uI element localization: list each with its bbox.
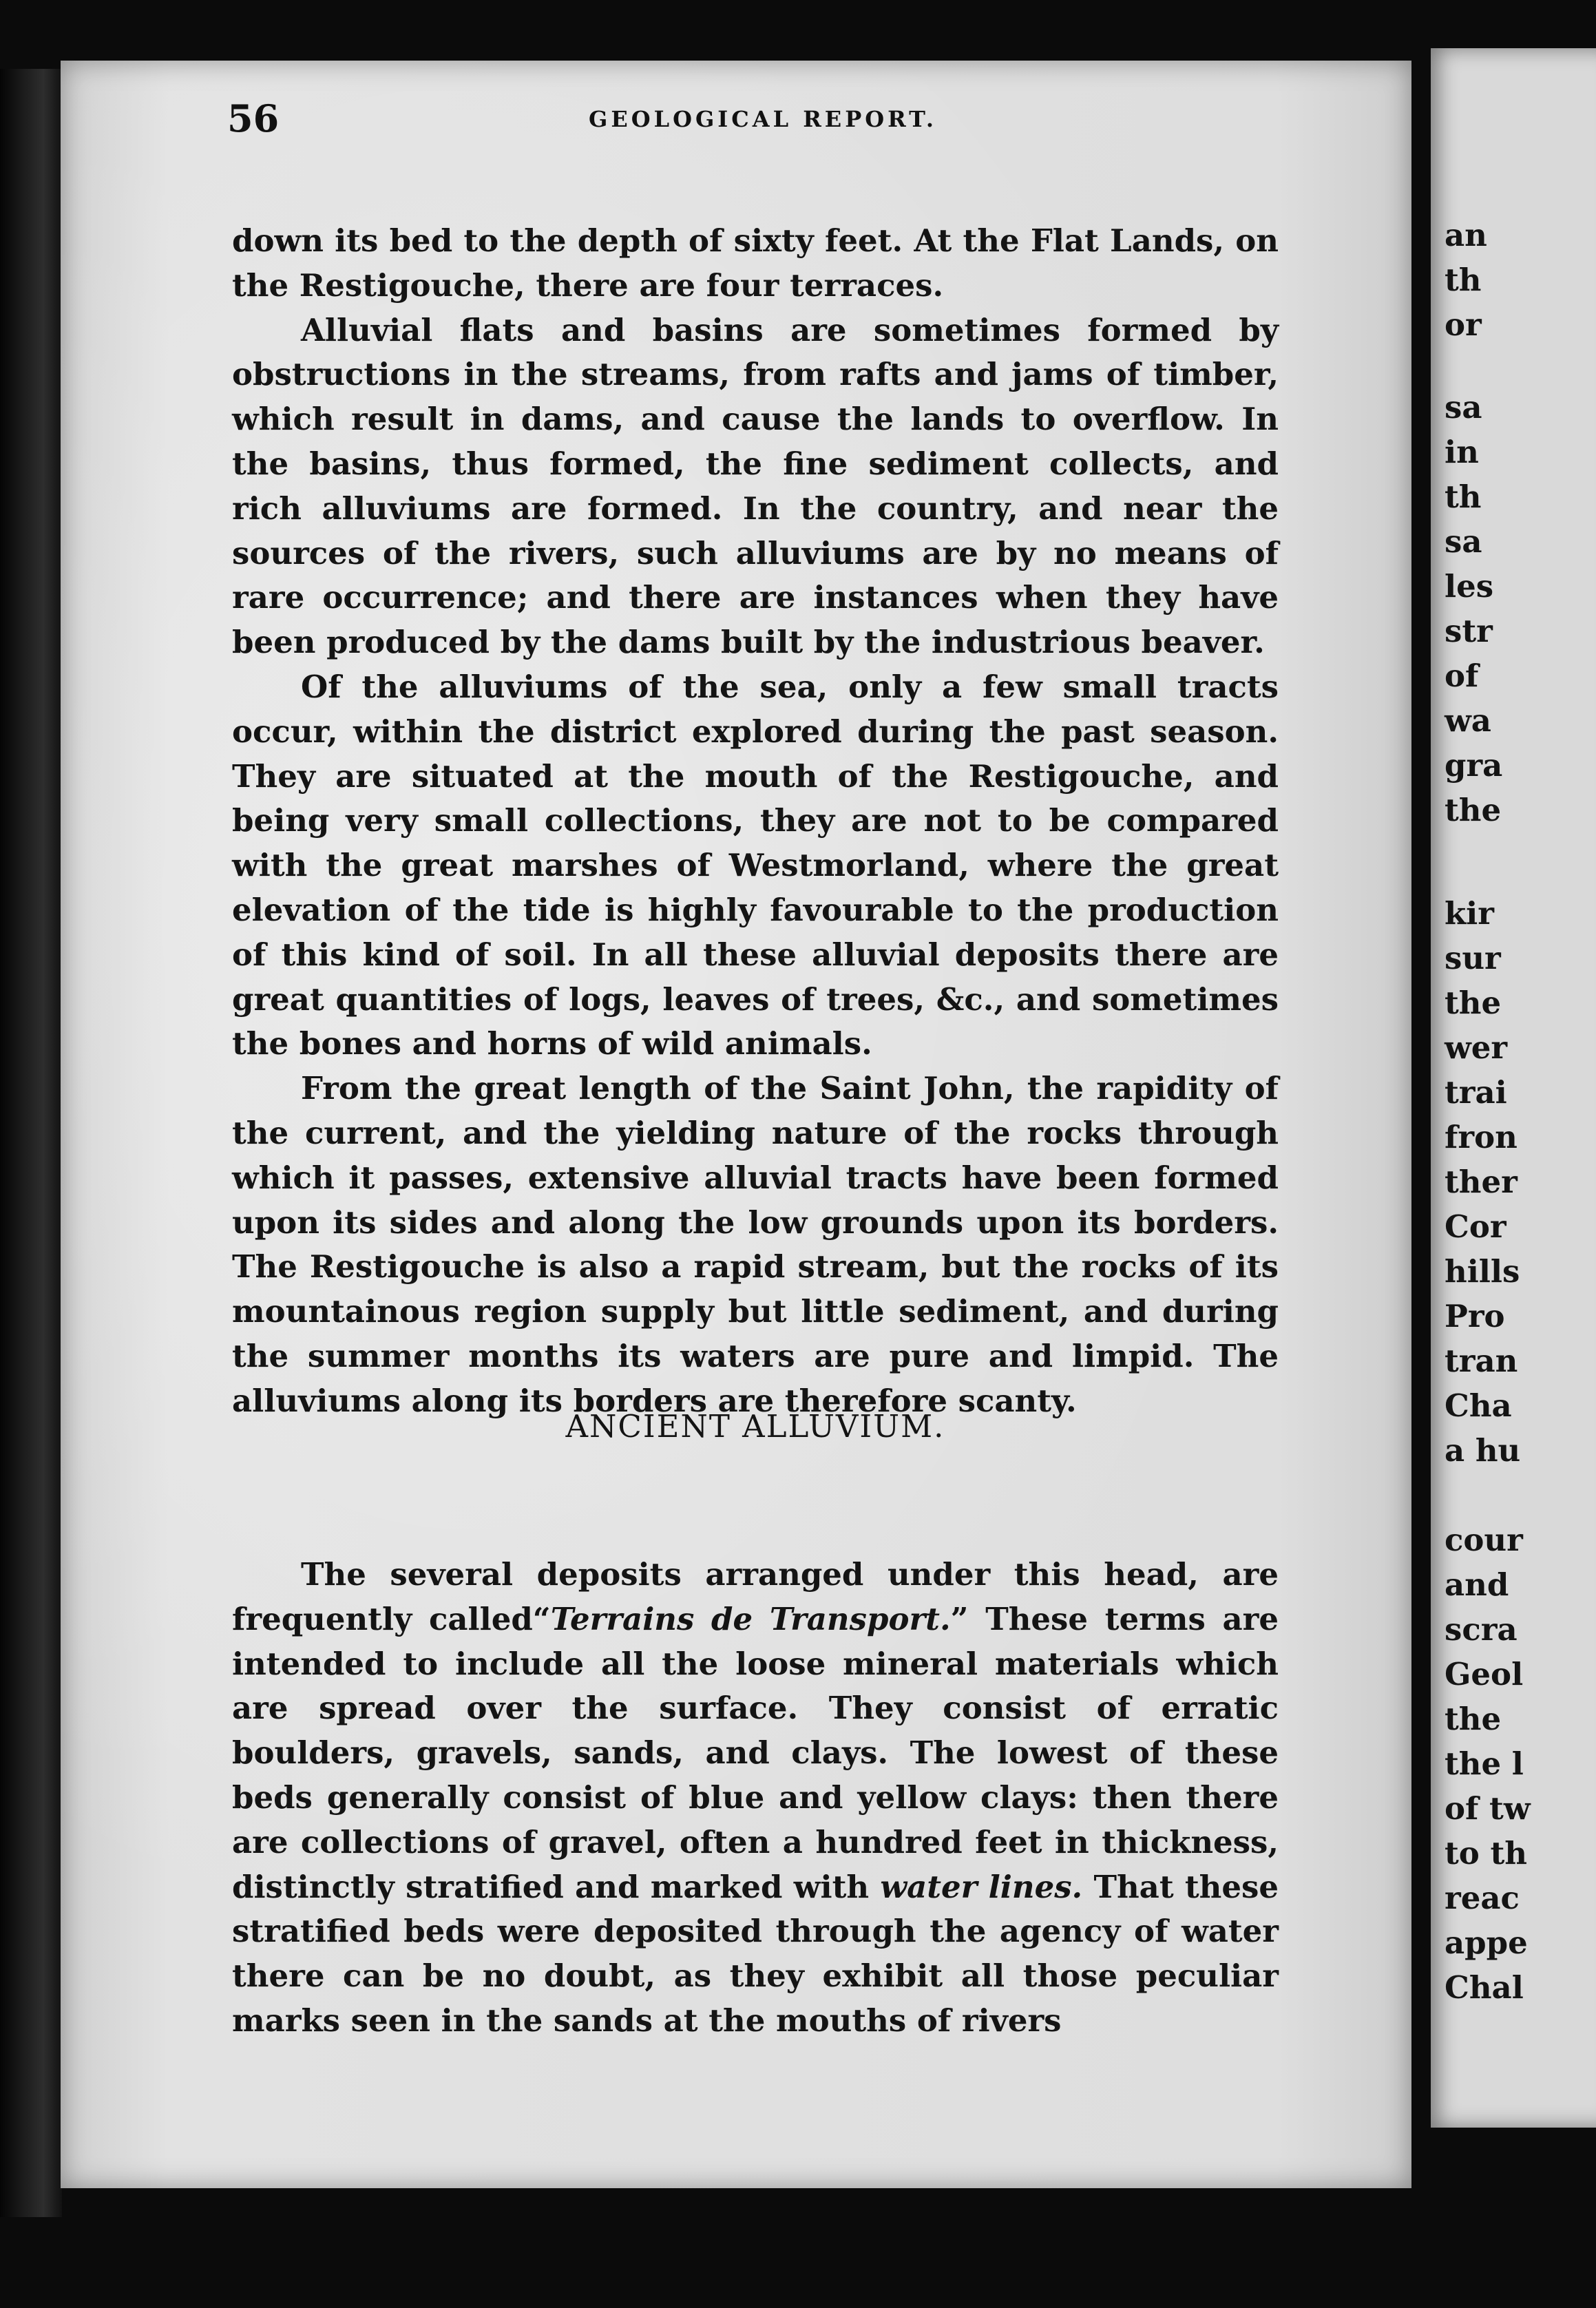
- paragraph-continuation: down its bed to the depth of sixty feet. At the Flat Lands, on the Restigouche, there are four terraces.: [232, 222, 1279, 304]
- facing-line: and: [1445, 1566, 1509, 1603]
- facing-line: an: [1445, 217, 1487, 253]
- text-run: ” These terms are intended to include all the loose mineral materials which are spread over the surface. They consist of erratic boulders, gravels, sands, and clays. The lowest of these beds generally consist of blue and yellow clays: then there are collections of gravel, often a hundred feet in thickness, distinctly stratified and marked with: [232, 1600, 1279, 1905]
- facing-line: sa: [1445, 523, 1482, 560]
- facing-line: kir: [1445, 895, 1494, 932]
- body-text-top: [232, 219, 1279, 1424]
- facing-page-right: [1431, 48, 1596, 2128]
- facing-line: of tw: [1445, 1790, 1531, 1827]
- facing-line: the l: [1445, 1745, 1524, 1782]
- facing-line: the: [1445, 985, 1502, 1021]
- facing-line: les: [1445, 568, 1494, 605]
- paragraph-alluvial-flats: Alluvial flats and basins are sometimes formed by obstructions in the streams, from rafts and jams of timber, which result in dams, and cause the lands to overflow. In the basins, thus formed, the fine sediment collects, and rich alluviums are formed. In the country, and near the sources of the rivers, such alluviums are by no means of rare occurrence; and there are instances when they have been produced by the dams built by the industrious beaver.: [232, 311, 1279, 661]
- facing-line: tran: [1445, 1343, 1518, 1379]
- facing-line: hills: [1445, 1253, 1520, 1290]
- facing-line: Cor: [1445, 1208, 1506, 1245]
- facing-line: ther: [1445, 1164, 1518, 1200]
- facing-line: wer: [1445, 1029, 1508, 1066]
- facing-line: wa: [1445, 702, 1491, 739]
- body-text-bottom: [232, 1553, 1279, 2044]
- facing-line: th: [1445, 262, 1482, 298]
- facing-line: of: [1445, 658, 1479, 694]
- facing-line: cour: [1445, 1522, 1523, 1558]
- facing-line: in: [1445, 434, 1479, 470]
- facing-line: appe: [1445, 1924, 1528, 1961]
- facing-line: the: [1445, 792, 1502, 828]
- text-run: The several deposits arranged under this head, are frequently called“: [232, 1556, 1279, 1637]
- facing-line: th: [1445, 479, 1482, 515]
- facing-line: fron: [1445, 1119, 1518, 1155]
- running-head-title: GEOLOGICAL REPORT.: [589, 106, 937, 132]
- paragraph-alluviums-of-sea: Of the alluviums of the sea, only a few small tracts occur, within the district explored during the past season. They are situated at the mouth of the Restigouche, and being very small collections, they are not to be compared with the great marshes of Westmorland, where the great elevation of the tide is highly favourable to the production of this kind of soil. In all these alluvial deposits there are great quantities of logs, leaves of trees, &c., and sometimes the bones and horns of wild animals.: [232, 668, 1279, 1062]
- section-heading: ANCIENT ALLUVIUM.: [565, 1408, 945, 1445]
- facing-line: scra: [1445, 1611, 1518, 1648]
- facing-line: Chal: [1445, 1969, 1524, 2006]
- facing-line: the: [1445, 1701, 1502, 1737]
- facing-line: sa: [1445, 389, 1482, 426]
- facing-line: or: [1445, 306, 1482, 343]
- facing-line: Pro: [1445, 1298, 1505, 1334]
- facing-line: Geol: [1445, 1656, 1524, 1692]
- italic-term-terrains: Terrains de Transport.: [550, 1600, 951, 1637]
- paragraph-saint-john: From the great length of the Saint John, the rapidity of the current, and the yielding nature of the rocks through which it passes, extensive alluvial tracts have been formed upon its sides and along the low grounds upon its borders. The Restigouche is also a rapid stream, but the rocks of its mountainous region supply but little sediment, and during the summer months its waters are pure and limpid. The alluviums along its borders are therefore scanty.: [232, 1070, 1279, 1419]
- facing-line: reac: [1445, 1880, 1520, 1916]
- facing-line: to th: [1445, 1835, 1527, 1871]
- facing-line: str: [1445, 613, 1493, 649]
- page-number: 56: [227, 96, 280, 140]
- paragraph-ancient-alluvium: [232, 1553, 1279, 2044]
- text-run: That these stratified beds were deposited through the agency of water there can be no doubt, as they exhibit all those peculiar marks seen in the sands at the mouths of rivers: [232, 1868, 1279, 2039]
- running-head: [172, 96, 1274, 151]
- italic-term-water-lines: water lines.: [880, 1868, 1083, 1905]
- facing-line: Cha: [1445, 1387, 1512, 1424]
- facing-line: sur: [1445, 940, 1501, 976]
- book-spine-edge: [0, 69, 62, 2217]
- facing-line: trai: [1445, 1074, 1507, 1111]
- facing-line: gra: [1445, 747, 1503, 784]
- facing-line: a hu: [1445, 1432, 1521, 1469]
